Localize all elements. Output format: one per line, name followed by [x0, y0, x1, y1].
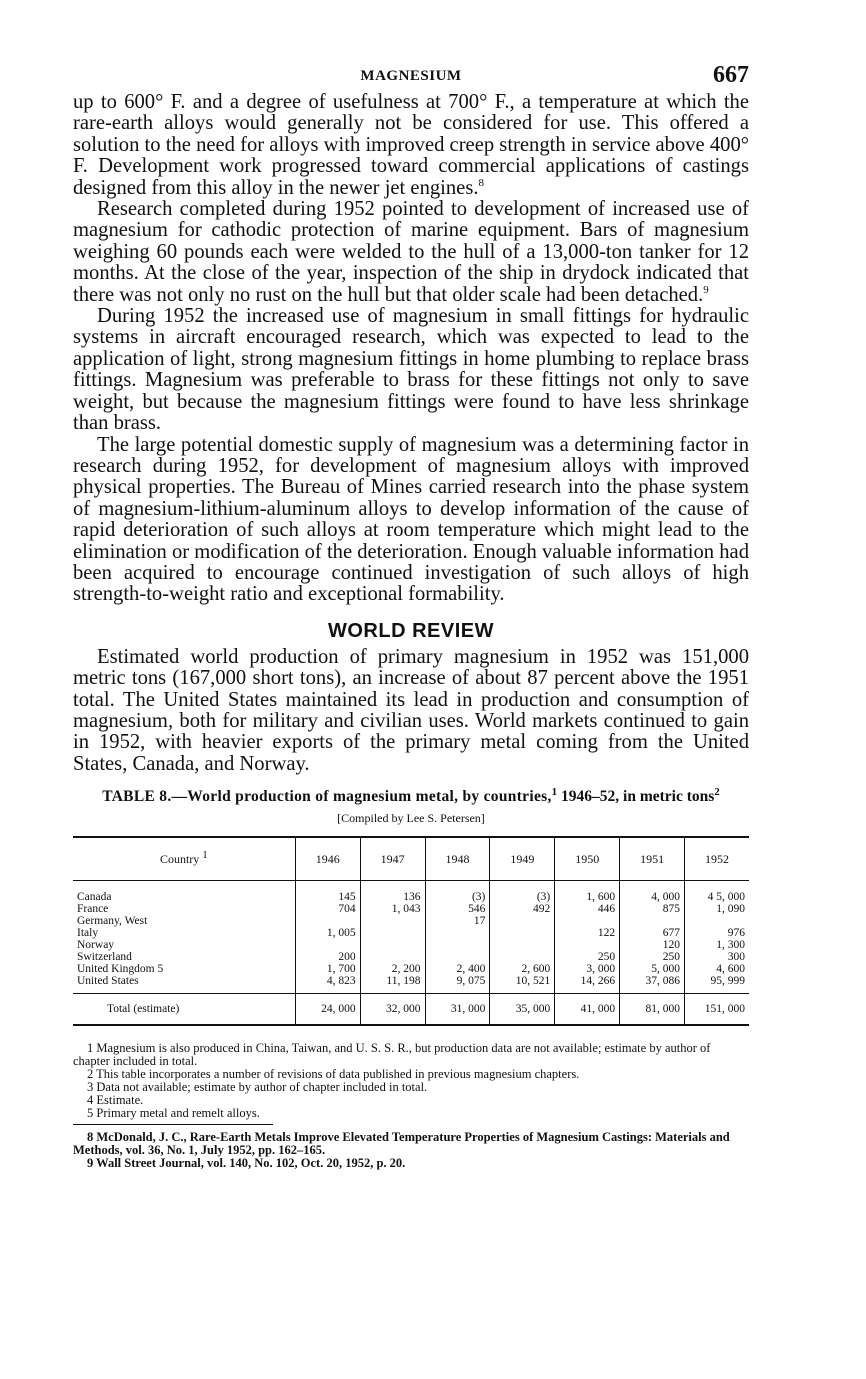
col-header-1947: 1947: [360, 837, 425, 881]
footnote: 1 Magnesium is also produced in China, Taiwan, and U. S. S. R., but production data are not available; estimate by author of chapter included in total.: [73, 1041, 711, 1069]
paragraph: Estimated world production of primary magnesium in 1952 was 151,000 metric tons (167,000 short tons), an increase of about 87 percent above the 1951 total. The United States maintained its lead in production and consumption of magnesium, both for military and civilian uses. World markets continued to gain in 1952, with heavier exports of the primary metal coming from the United States, Canada, and Norway.: [73, 645, 749, 775]
paragraph: Research completed during 1952 pointed to development of increased use of magnesium for cathodic protection of marine equipment. Bars of magnesium weighing 60 pounds each were welded to the hull of a 13,000-ton tanker for 12 months. At the close of the year, inspection of the ship in drydock indicated that there was not only no rust on the hull but that older scale had been detached.$^9$: [73, 198, 749, 306]
footnote: 4 Estimate.: [87, 1093, 144, 1108]
table-row: Norway 120 1, 300: [73, 939, 749, 951]
running-title: MAGNESIUM: [360, 68, 462, 84]
footnote: 2 This table incorporates a number of revisions of data published in previous magnesium chapters.: [87, 1067, 580, 1082]
running-head: [73, 60, 749, 92]
table-compiled-note: [Compiled by Lee S. Petersen]: [337, 811, 485, 826]
table-row: Canada 145 136 (3) (3) 1, 600 4, 000 4 5, 000: [73, 881, 749, 904]
section-heading: WORLD REVIEW: [328, 619, 494, 642]
page-number: 667: [713, 62, 749, 88]
references: [73, 1131, 749, 1170]
col-header-1946: 1946: [295, 837, 360, 881]
col-header-1950: 1950: [555, 837, 620, 881]
table-row: France 704 1, 043 546 492 446 875 1, 090: [73, 903, 749, 915]
table-row: Switzerland 200 250 250 300: [73, 951, 749, 963]
footnote: 3 Data not available; estimate by author of chapter included in total.: [87, 1080, 428, 1095]
production-table: [73, 836, 749, 1026]
body-text: [73, 92, 749, 775]
reference: 9 Wall Street Journal, vol. 140, No. 102, Oct. 20, 1952, p. 20.: [87, 1156, 406, 1171]
paragraph: The large potential domestic supply of magnesium was a determining factor in research during 1952, for development of magnesium alloys with improved physical properties. The Bureau of Mines carried research into the phase system of magnesium-lithium-aluminum alloys to develop information of the cause of rapid deterioration of such alloys at room temperature which might lead to the elimination or modification of the deterioration. Enough valuable information had been acquired to encourage continued investigation of such alloys of high strength-to-weight ratio and exceptional formability.: [73, 433, 749, 606]
col-header-1952: 1952: [685, 837, 750, 881]
table-row: United States 4, 823 11, 198 9, 075 10, 521 14, 266 37, 086 95, 999: [73, 975, 749, 994]
footnote-divider: [73, 1124, 273, 1125]
col-header-country: Country $^1$: [73, 837, 295, 881]
paragraph: During 1952 the increased use of magnesium in small fittings for hydraulic systems in aircraft encouraged research, which was expected to lead to the application of light, strong magnesium fittings in home plumbing to replace brass fittings. Magnesium was preferable to brass for these fittings not only to save weight, but because the magnesium fittings were found to have less shrinkage than brass.: [73, 305, 749, 435]
table-header-row: [73, 837, 749, 881]
page: [73, 60, 749, 1170]
table-row: Italy 1, 005 122 677 976: [73, 927, 749, 939]
col-header-1949: 1949: [490, 837, 555, 881]
col-header-1951: 1951: [620, 837, 685, 881]
table-title: TABLE 8.—World production of magnesium metal, by countries,$^1$ 1946–52, in metric tons$^2$: [102, 786, 720, 806]
footnote-ref: 9: [703, 283, 709, 296]
table-row: United Kingdom 5 1, 700 2, 200 2, 400 2, 600 3, 000 5, 000 4, 600: [73, 963, 749, 975]
table-total-row: Total (estimate) 24, 000 32, 000 31, 000 35, 000 41, 000 81, 000 151, 000: [73, 994, 749, 1026]
paragraph: up to 600° F. and a degree of usefulness at 700° F., a temperature at which the rare-earth alloys would generally not be considered for use. This offered a solution to the need for alloys with improved creep strength in service above 400° F. Development work progressed toward commercial applications of castings designed from this alloy in the newer jet engines.$^8$: [73, 91, 749, 199]
reference: 8 McDonald, J. C., Rare-Earth Metals Improve Elevated Temperature Properties of Magnesium Castings: Materials and Methods, vol. 36, No. 1, July 1952, pp. 162–165.: [73, 1130, 730, 1158]
footnote-ref: 8: [478, 176, 484, 189]
footnote: 5 Primary metal and remelt alloys.: [87, 1106, 260, 1121]
table-row: Germany, West 17: [73, 915, 749, 927]
col-header-1948: 1948: [425, 837, 490, 881]
table-footnotes: [73, 1042, 749, 1170]
